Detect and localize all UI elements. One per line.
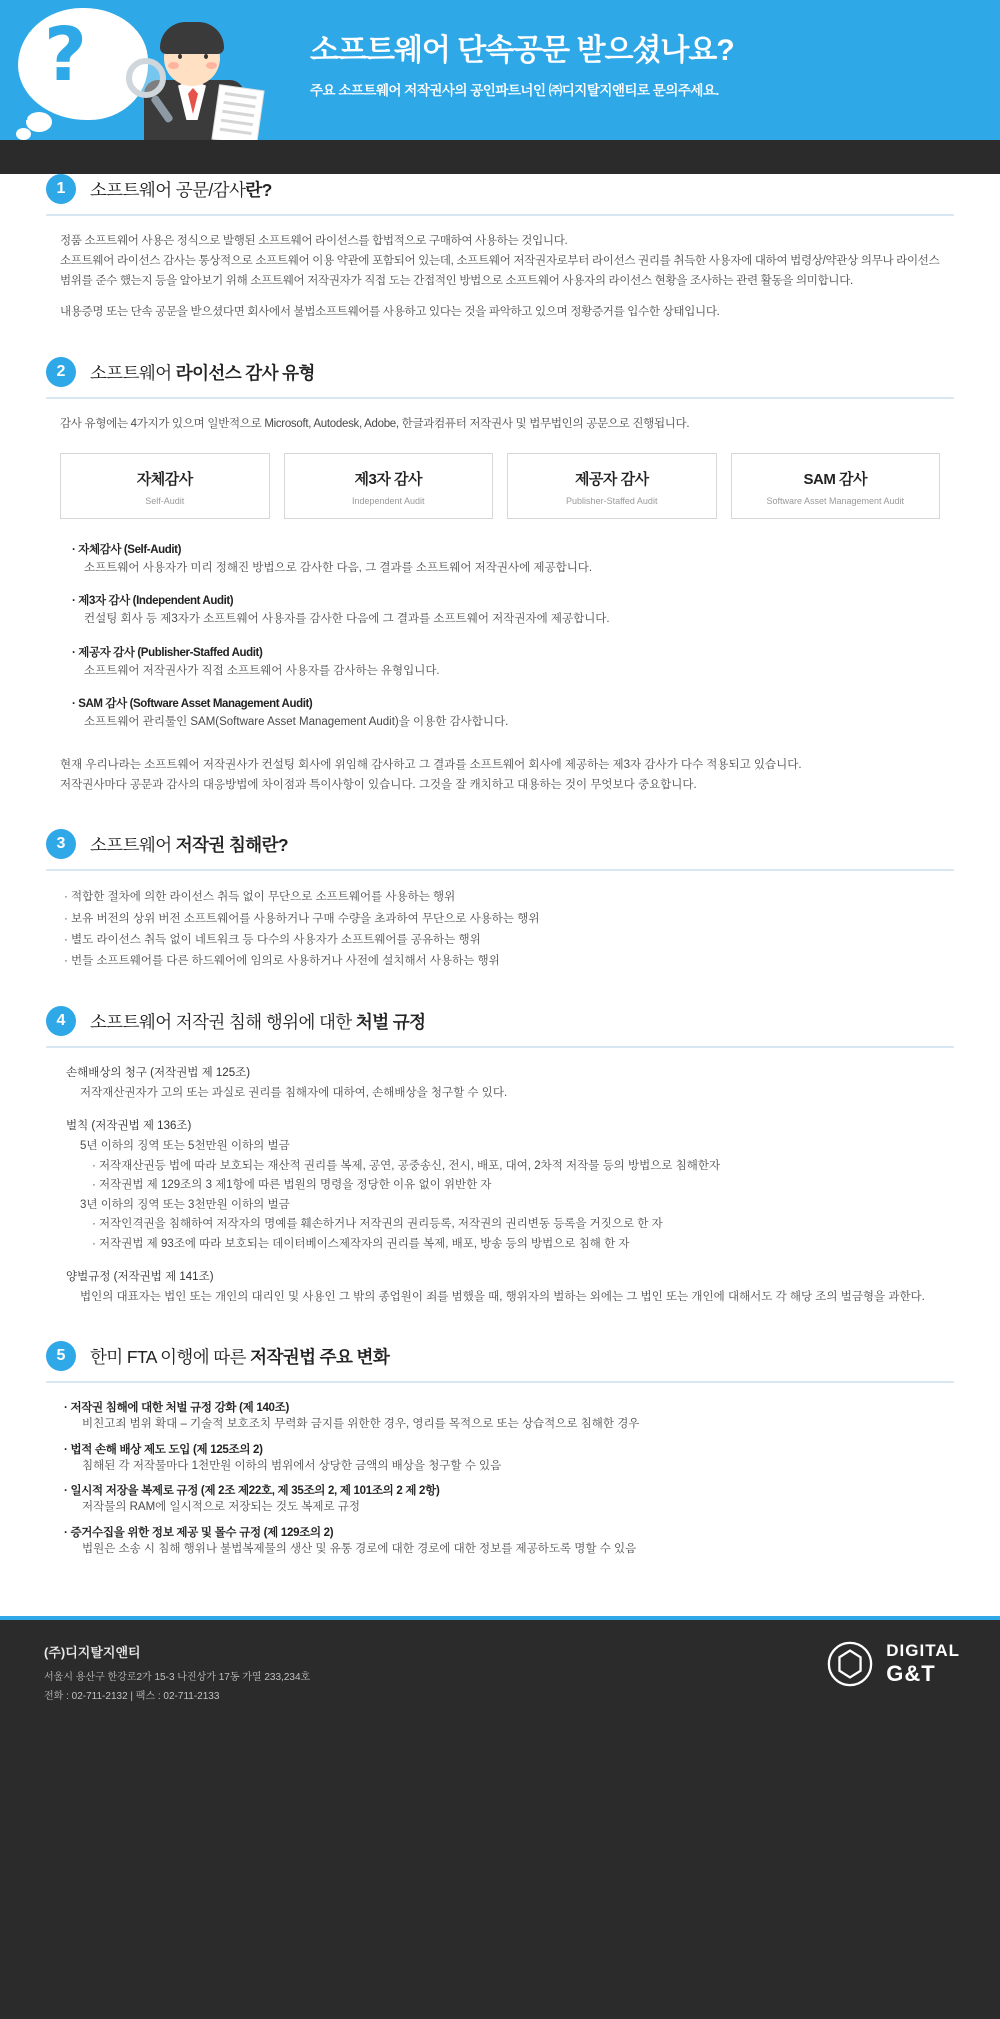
section-2-intro (0, 399, 1000, 435)
section-4-title-bold: 처벌 규정 (355, 1011, 426, 1032)
audit-definition-publisher-desc: 소프트웨어 저작권사가 직접 소프트웨어 사용자를 감사하는 유형입니다. (84, 664, 440, 677)
audit-type-cards (0, 435, 1000, 519)
penalty-punishment-head: 벌칙 (저작권법 제 136조) (66, 1120, 192, 1133)
penalty-damages-line: 저작재산권자가 고의 또는 과실로 권리를 침해자에 대하여, 손해배상을 청구할 수 있다. (80, 1086, 508, 1099)
footer-company-name: (주)디지탈지앤티 (44, 1644, 141, 1660)
audit-definition-self-term: · 자체감사 (Self-Audit) (72, 541, 940, 557)
section-5-title-light: 한미 FTA 이행에 따른 (90, 1346, 251, 1367)
penalty-group-joint (66, 1268, 940, 1307)
section-3-title (90, 832, 288, 857)
bottom-spacer (0, 1566, 1000, 1606)
audit-card-independent-title: 제3자 감사 (354, 470, 422, 488)
penalty-punishment-line-2: 3년 이하의 징역 또는 3천만원 이하의 벌금 (80, 1198, 290, 1211)
section-1 (0, 174, 1000, 323)
section-1-header (0, 174, 1000, 204)
section-2-closing: 현재 우리나라는 소프트웨어 저작권사가 컨설팅 회사에 위임해 감사하고 그 결과를 소프트웨어 회사에 제공하는 제3자 감사가 다수 적용되고 있습니다. 저작권사마다 공문과 감사의 대응방법에 차이점과 특이사항이 있습니다. 그것을 잘 캐치하고 대용하는 것이 무엇보다 중요합니다. (60, 759, 802, 792)
audit-card-publisher-sub: Publisher-Staffed Audit (566, 495, 658, 506)
content-sheet (0, 174, 1000, 1616)
brand-wordmark (886, 1642, 960, 1685)
magnifier-icon (126, 58, 166, 98)
person-cheek-left (168, 62, 179, 69)
penalty-group-punishment (66, 1117, 940, 1254)
section-3-header (0, 829, 1000, 859)
brand-line-2: G&T (886, 1661, 936, 1687)
audit-definition-sam-desc: 소프트웨어 관리툴인 SAM(Software Asset Management Audit)을 이용한 감사합니다. (84, 716, 509, 729)
penalty-punishment-line-1: 5년 이하의 징역 또는 5천만원 이하의 벌금 (80, 1139, 290, 1152)
infringement-item-3: · 별도 라이선스 취득 없이 네트워크 등 다수의 사용자가 소프트웨어를 공유하는 행위 (64, 930, 940, 951)
section-4-title-light: 소프트웨어 저작권 침해 행위에 대한 (90, 1011, 356, 1032)
penalty-punishment-sub-1: · 저작재산권등 법에 따라 보호되는 재산적 권리를 복제, 공연, 공중송신, 전시, 배포, 대여, 2차적 저작물 등의 방법으로 침해한자 (92, 1157, 940, 1177)
page-header (0, 0, 1000, 140)
section-3-title-bold: 저작권 침해란? (175, 834, 288, 855)
audit-definition-self (72, 541, 940, 579)
page-title: 소프트웨어 단속공문 받으셨나요? (310, 34, 734, 67)
penalty-punishment-sub-2: · 저작권법 제 129조의 3 제1항에 따른 법원의 명령을 정당한 이유 없이 위반한 자 (92, 1176, 940, 1196)
person-hair (160, 22, 224, 54)
audit-card-publisher (507, 453, 717, 519)
infringement-item-2: · 보유 버전의 상위 버전 소프트웨어를 사용하거나 구매 수량을 초과하여 무단으로 사용하는 행위 (64, 909, 940, 930)
section-1-paragraph-2: 내용증명 또는 단속 공문을 받으셨다면 회사에서 불법소프트웨어를 사용하고 있다는 것을 파악하고 있으며 정황증거를 입수한 상태입니다. (60, 306, 720, 319)
person-cheek-right (206, 62, 217, 69)
fta-item-3-term: · 일시적 저장을 복제로 규정 (제 2조 제22호, 제 35조의 2, 제 101조의 2 제 2항) (64, 1482, 940, 1498)
penalty-block (0, 1048, 1000, 1307)
section-4-title (90, 1009, 425, 1034)
audit-definition-independent-desc: 컨설팅 회사 등 제3자가 소프트웨어 사용자를 감사한 다음에 그 결과를 소프트웨어 저작권자에 제공합니다. (84, 613, 610, 626)
penalty-punishment-sub-4: · 저작권법 제 93조에 따라 보호되는 데이터베이스제작자의 권리를 복제, 배포, 방송 등의 방법으로 침해 한 자 (92, 1235, 940, 1255)
section-5 (0, 1341, 1000, 1559)
brand-line-1: DIGITAL (886, 1641, 960, 1661)
audit-card-independent (284, 453, 494, 519)
penalty-joint-head: 양벌규정 (저작권법 제 141조) (66, 1271, 214, 1284)
audit-card-sam-title: SAM 감사 (803, 470, 867, 488)
section-3-number: 3 (46, 829, 76, 859)
audit-definitions (0, 519, 1000, 733)
document-icon (212, 85, 263, 140)
section-1-title-bold: 란? (245, 179, 272, 200)
question-mark-small: ? (18, 96, 34, 126)
infringement-item-4: · 번들 소프트웨어를 다른 하드웨어에 임의로 사용하거나 사전에 설치해서 사용하는 행위 (64, 951, 940, 972)
header-text-block (310, 34, 734, 99)
fta-item-4-term: · 증거수집을 위한 정보 제공 및 몰수 규정 (제 129조의 2) (64, 1524, 940, 1540)
fta-item-4 (64, 1524, 940, 1560)
fta-list (0, 1383, 1000, 1559)
section-4-number: 4 (46, 1006, 76, 1036)
audit-card-self-title: 자체감사 (136, 470, 193, 488)
audit-definition-sam (72, 695, 940, 733)
audit-card-self-sub: Self-Audit (145, 495, 185, 506)
penalty-damages-head: 손해배상의 청구 (저작권법 제 125조) (66, 1067, 251, 1080)
penalty-joint-line: 법인의 대표자는 법인 또는 개인의 대리인 및 사용인 그 밖의 종업원이 죄를 범했을 때, 행위자의 벌하는 외에는 그 법인 또는 개인에 대해서도 각 해당 조의 벌금형을 과한다. (80, 1290, 925, 1303)
hexagon-logo-icon (826, 1640, 874, 1688)
section-2-number: 2 (46, 357, 76, 387)
thought-bubble-dot-small (16, 128, 31, 140)
fta-item-2 (64, 1441, 940, 1477)
question-mark-large: ? (44, 12, 87, 98)
section-2-title-bold: 라이선스 감사 유형 (175, 362, 315, 383)
penalty-punishment-sub-3: · 저작인격권을 침해하여 저작자의 명예를 훼손하거나 저작권의 권리등록, 저작권의 권리변동 등록을 거짓으로 한 자 (92, 1215, 940, 1235)
section-5-header (0, 1341, 1000, 1371)
audit-card-self (60, 453, 270, 519)
section-2-header (0, 357, 1000, 387)
footer-contact: 전화 : 02-711-2132 | 팩스 : 02-711-2133 (44, 1690, 220, 1702)
penalty-group-damages (66, 1064, 940, 1103)
audit-definition-publisher (72, 644, 940, 682)
audit-card-independent-sub: Independent Audit (351, 495, 425, 506)
fta-item-1-term: · 저작권 침해에 대한 처벌 규정 강화 (제 140조) (64, 1399, 940, 1415)
section-2 (0, 357, 1000, 795)
audit-definition-independent-term: · 제3자 감사 (Independent Audit) (72, 592, 940, 608)
section-1-number: 1 (46, 174, 76, 204)
section-1-paragraph-1: 정품 소프트웨어 사용은 정식으로 발행된 소프트웨어 라이선스를 합법적으로 구매하여 사용하는 것입니다. 소프트웨어 라이선스 감사는 통상적으로 소프트웨어 이용 약관에 포함되어 있는데, 소프트웨어 저작권자로부터 라이선스 권리를 취득한 사용자에 대하여 법령상/약관상 의무나 라이선스 범위를 준수 했는지 등을 알아보기 위해 소프트웨어 저작권자가 직접 도는 간접적인 방법으로 소프트웨어 사용자의 라이선스 현황을 조사하는 관련 활동을 의미합니다. (60, 235, 940, 287)
footer-company-info (44, 1642, 310, 1702)
audit-definition-sam-term: · SAM 감사 (Software Asset Management Audit) (72, 695, 940, 711)
fta-item-1-desc: 비친고죄 범위 확대 – 기술적 보호조치 무력화 금지를 위한한 경우, 영리를 목적으로 또는 상습적으로 침해한 경우 (82, 1418, 640, 1431)
audit-card-sam (731, 453, 941, 519)
page-subtitle: 주요 소프트웨어 저작권사의 공인파트너인 ㈜디지탈지앤티로 문의주세요. (310, 83, 719, 98)
fta-item-3-desc: 저작물의 RAM에 일시적으로 저장되는 것도 복제로 규정 (82, 1501, 361, 1514)
footer-brand (826, 1640, 960, 1688)
audit-definition-self-desc: 소프트웨어 사용자가 미리 정해진 방법으로 감사한 다음, 그 결과를 소프트웨어 저작권사에 제공합니다. (84, 561, 593, 574)
footer-address: 서울시 용산구 한강로2가 15-3 나진상가 17동 가열 233,234호 (44, 1671, 311, 1683)
audit-card-publisher-title: 제공자 감사 (574, 470, 649, 488)
section-1-title (90, 177, 272, 202)
audit-card-sam-sub: Software Asset Management Audit (766, 495, 905, 506)
audit-definition-independent (72, 592, 940, 630)
fta-item-2-term: · 법적 손해 배상 제도 도입 (제 125조의 2) (64, 1441, 940, 1457)
section-5-number: 5 (46, 1341, 76, 1371)
section-5-title-bold: 저작권법 주요 변화 (250, 1346, 390, 1367)
section-3 (0, 829, 1000, 972)
section-5-title (90, 1344, 389, 1369)
fta-item-1 (64, 1399, 940, 1435)
section-1-title-light: 소프트웨어 공문/감사 (90, 179, 246, 200)
section-4 (0, 1006, 1000, 1307)
section-1-body (0, 216, 1000, 323)
section-2-title-light: 소프트웨어 (90, 362, 176, 383)
infringement-item-1: · 적합한 절차에 의한 라이선스 취득 없이 무단으로 소프트웨어를 사용하는 행위 (64, 887, 940, 908)
section-3-title-light: 소프트웨어 (90, 834, 176, 855)
fta-item-3 (64, 1482, 940, 1518)
section-4-header (0, 1006, 1000, 1036)
section-2-title (90, 360, 315, 385)
businessman-illustration (120, 18, 280, 140)
page-footer (0, 1616, 1000, 1708)
person-eye-right (204, 54, 208, 59)
section-2-intro-text: 감사 유형에는 4가지가 있으며 일반적으로 Microsoft, Autodesk, Adobe, 한글과컴퓨터 저작권사 및 법무법인의 공문으로 진행됩니다. (60, 418, 690, 431)
fta-item-2-desc: 침해된 각 저작물마다 1천만원 이하의 범위에서 상당한 금액의 배상을 청구할 수 있음 (82, 1459, 502, 1472)
person-eye-left (178, 54, 182, 59)
audit-definition-publisher-term: · 제공자 감사 (Publisher-Staffed Audit) (72, 644, 940, 660)
fta-item-4-desc: 법원은 소송 시 침해 행위나 불법복제물의 생산 및 유통 경로에 대한 경로에 대한 정보를 제공하도록 명할 수 있음 (82, 1542, 637, 1555)
infringement-list (0, 871, 1000, 972)
